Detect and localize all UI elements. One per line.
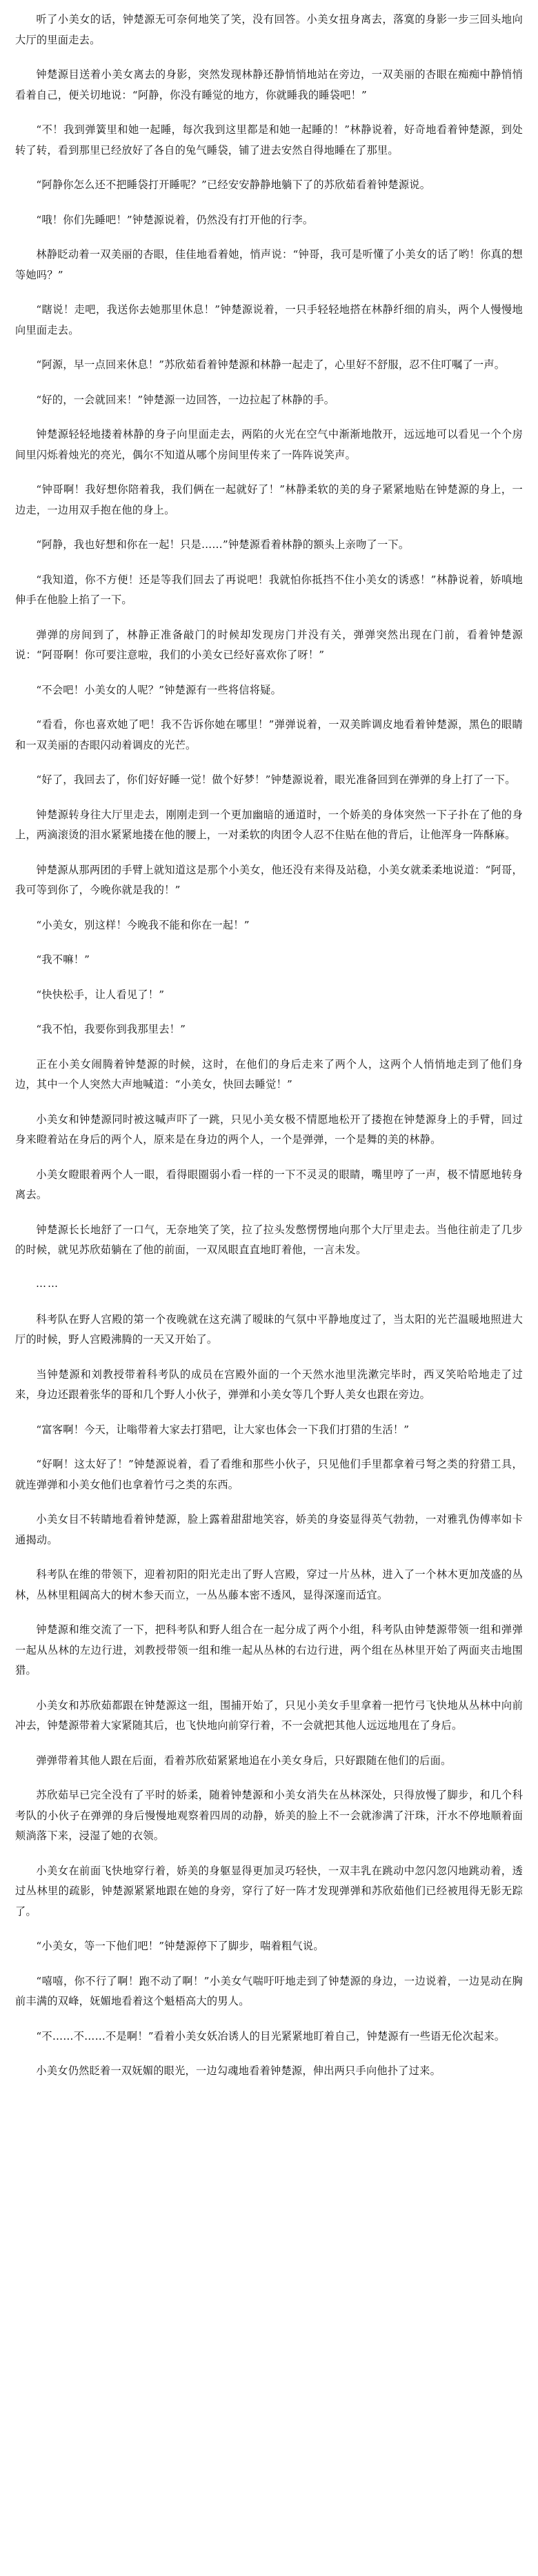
paragraph: 小美女和钟楚源同时被这喊声吓了一跳，只见小美女极不情愿地松开了搂抱在钟楚源身上的手臂，回过身来瞪着站在身后的两个人，原来是在身边的两个人，一个是弹弹，一个是舞的美的林静。 — [15, 1113, 523, 1146]
paragraph: 钟楚源轻轻地搂着林静的身子向里面走去，两陷的火光在空气中渐渐地散开，远远地可以看见一个个房间里闪烁着烛光的亮光，偶尔不知道从哪个房间里传来了一阵阵说笑声。 — [15, 428, 523, 461]
paragraph: “不会吧！小美女的人呢？”钟楚源有一些将信将疑。 — [36, 683, 282, 696]
paragraph: “小美女，别这样！今晚我不能和你在一起！” — [36, 918, 250, 931]
paragraph: “不！我到弹簧里和她一起睡，每次我到这里都是和她一起睡的！”林静说着，好奇地看着钟楚源，到处转了转，看到那里已经放好了各自的兔气睡袋，铺了进去安然自得地睡在了那里。 — [15, 123, 523, 156]
paragraph: 钟楚源目送着小美女离去的身影，突然发现林静还静悄悄地站在旁边，一双美丽的杏眼在痴痴中静悄悄看着自己，便关切地说：“阿静，你没有睡觉的地方，你就睡我的睡袋吧！” — [15, 68, 523, 101]
paragraph: 正在小美女闹腾着钟楚源的时候，这时，在他们的身后走来了两个人，这两个人悄悄地走到了他们身边，其中一个人突然大声地喊道：“小美女，快回去睡觉！” — [15, 1057, 523, 1091]
paragraph: “钟哥啊！我好想你陪着我，我们俩在一起就好了！”林静柔软的美的身子紧紧地贴在钟楚源的身上，一边走，一边用双手抱在他的身上。 — [15, 483, 523, 516]
paragraph: “阿静你怎么还不把睡袋打开睡呢？”已经安安静静地躺下了的苏欣茹看着钟楚源说。 — [36, 179, 431, 191]
paragraph: 科考队在野人宫殿的第一个夜晚就在这充满了暧昧的气氛中平静地度过了，当太阳的光芒温暖地照进大厅的时候，野人宫殿沸腾的一天又开始了。 — [15, 1312, 523, 1346]
paragraph: “嘻嘻，你不行了啊！跑不动了啊！”小美女气喘吁吁地走到了钟楚源的身边，一边说着，一边晃动在胸前丰满的双峰，妩媚地看着这个魁梧高大的男人。 — [15, 1974, 523, 2007]
paragraph: “不……不……不是啊！”看着小美女妖冶诱人的目光紧紧地盯着自己，钟楚源有一些语无伦次起来。 — [36, 2029, 506, 2042]
paragraph: “我不怕，我要你到我那里去！” — [36, 1023, 186, 1035]
paragraph: “阿静，我也好想和你在一起！只是……”钟楚源看着林静的额头上亲吻了一下。 — [36, 538, 410, 551]
paragraph: “瞎说！走吧，我送你去她那里休息！”钟楚源说着，一只手轻轻地搭在林静纤细的肩头，两个人慢慢地向里面走去。 — [15, 303, 523, 336]
paragraph: “好啊！这太好了！”钟楚源说着，看了看维和那些小伙子，只见他们手里都拿着弓弩之类的狩猎工具，就连弹弹和小美女他们也拿着竹弓之类的东西。 — [15, 1458, 523, 1491]
paragraph: 当钟楚源和刘教授带着科考队的成员在宫殿外面的一个天然水池里洗漱完毕时，西叉笑哈哈地走了过来，身边还跟着张华的哥和几个野人小伙子，弹弹和小美女等几个野人美女也跟在旁边。 — [15, 1368, 523, 1401]
paragraph: “富客啊！今天，让嗡带着大家去打猎吧，让大家也体会一下我们打猎的生活！” — [36, 1423, 410, 1436]
paragraph: “哦！你们先睡吧！”钟楚源说着，仍然没有打开他的行李。 — [36, 213, 314, 226]
section-separator: …… — [36, 1277, 59, 1290]
paragraph: 钟楚源长长地舒了一口气，无奈地笑了笑，拉了拉头发憋愣愣地向那个大厅里走去。当他往前走了几步的时候，就见苏欣茹躺在了他的前面，一双凤眼直直地盯着他，一言未发。 — [15, 1223, 523, 1256]
article-body — [15, 10, 523, 2082]
paragraph: 钟楚源转身往大厅里走去，刚刚走到一个更加幽暗的通道时，一个娇美的身体突然一下子扑在了他的身上，两滴滚烫的泪水紧紧地搂在他的腰上，一对柔软的肉团令人忍不住贴在他的背后，让他浑身一阵酥麻。 — [15, 808, 523, 841]
paragraph: “我不嘛！” — [36, 953, 90, 966]
paragraph: 科考队在维的带领下，迎着初阳的阳光走出了野人宫殿，穿过一片丛林，进入了一个林木更加茂盛的丛林，丛林里粗阔高大的树木参天而立，一丛丛藤本密不透风，显得深邃而适宜。 — [15, 1568, 523, 1601]
paragraph: 听了小美女的话，钟楚源无可奈何地笑了笑，没有回答。小美女扭身离去，落寞的身影一步三回头地向大厅的里面走去。 — [15, 13, 523, 46]
paragraph: 钟楚源从那两团的手臂上就知道这是那个小美女，他还没有来得及站稳，小美女就柔柔地说道：“阿哥，我可等到你了，今晚你就是我的！” — [15, 863, 523, 896]
paragraph: “好的，一会就回来！”钟楚源一边回答，一边拉起了林静的手。 — [36, 393, 335, 406]
paragraph: 小美女仍然眨着一双妩媚的眼光，一边勾魂地看着钟楚源，伸出两只手向他扑了过来。 — [36, 2065, 441, 2077]
paragraph: “快快松手，让人看见了！” — [36, 988, 165, 1001]
paragraph: “看看，你也喜欢她了吧！我不告诉你她在哪里！”弹弹说着，一双美眸调皮地看着钟楚源，黑色的眼睛和一双美丽的杏眼闪动着调皮的光芒。 — [15, 718, 523, 751]
paragraph: 小美女瞪眼着两个人一眼，看得眼圈弱小看一样的一下不灵灵的眼睛，嘴里哼了一声，极不情愿地转身离去。 — [15, 1168, 523, 1201]
paragraph: 小美女目不转睛地看着钟楚源，脸上露着甜甜地笑容，娇美的身姿显得英气勃勃，一对雅乳伪傅率如卡通揭动。 — [15, 1513, 523, 1546]
paragraph: 弹弹的房间到了，林静正准备敲门的时候却发现房门并没有关，弹弹突然出现在门前，看着钟楚源说：“阿哥啊！你可要注意啦，我们的小美女已经好喜欢你了呀！” — [15, 628, 523, 661]
paragraph: 小美女和苏欣茹都跟在钟楚源这一组，围捕开始了，只见小美女手里拿着一把竹弓飞快地从丛林中向前冲去，钟楚源带着大家紧随其后，也飞快地向前穿行着，不一会就把其他人远远地甩在了身后。 — [15, 1698, 523, 1732]
paragraph: “小美女，等一下他们吧！”钟楚源停下了脚步，喘着粗气说。 — [36, 1940, 324, 1952]
paragraph: “好了，我回去了，你们好好睡一觉！做个好梦！”钟楚源说着，眼光准备回到在弹弹的身上打了一下。 — [36, 773, 516, 786]
paragraph: 林静眨动着一双美丽的杏眼，佳佳地看着她，悄声说：“钟哥，我可是听懂了小美女的话了哟！你真的想等她吗？” — [15, 248, 523, 281]
paragraph: 钟楚源和维交流了一下，把科考队和野人组合在一起分成了两个小组，科考队由钟楚源带领一组和弹弹一起从丛林的左边行进，刘教授带领一组和维一起从丛林的右边行进，两个组在丛林里开始了两面夹击地围猎。 — [15, 1623, 523, 1676]
paragraph: “我知道，你不方便！还是等我们回去了再说吧！我就怕你抵挡不住小美女的诱惑！”林静说着，娇嗔地伸手在他脸上掐了一下。 — [15, 573, 523, 606]
paragraph: “阿源，早一点回来休息！”苏欣茹看着钟楚源和林静一起走了，心里好不舒服，忍不住叮嘱了一声。 — [36, 358, 506, 371]
paragraph: 小美女在前面飞快地穿行着，娇美的身躯显得更加灵巧轻快，一双丰乳在跳动中忽闪忽闪地跳动着，透过丛林里的疏影，钟楚源紧紧地跟在她的身旁，穿行了好一阵才发现弹弹和苏欣茹他们已经被甩得无影无踪了。 — [15, 1864, 523, 1918]
paragraph: 弹弹带着其他人跟在后面，看着苏欣茹紧紧地追在小美女身后，只好跟随在他们的后面。 — [36, 1754, 452, 1767]
paragraph: 苏欣茹早已完全没有了平时的娇柔，随着钟楚源和小美女消失在丛林深处，只得放慢了脚步，和几个科考队的小伙子在弹弹的身后慢慢地观察着四周的动静，娇美的脸上不一会就渗满了汗珠，汗水不停地顺着面颊淌落下来，浸湿了她的衣领。 — [15, 1789, 523, 1842]
